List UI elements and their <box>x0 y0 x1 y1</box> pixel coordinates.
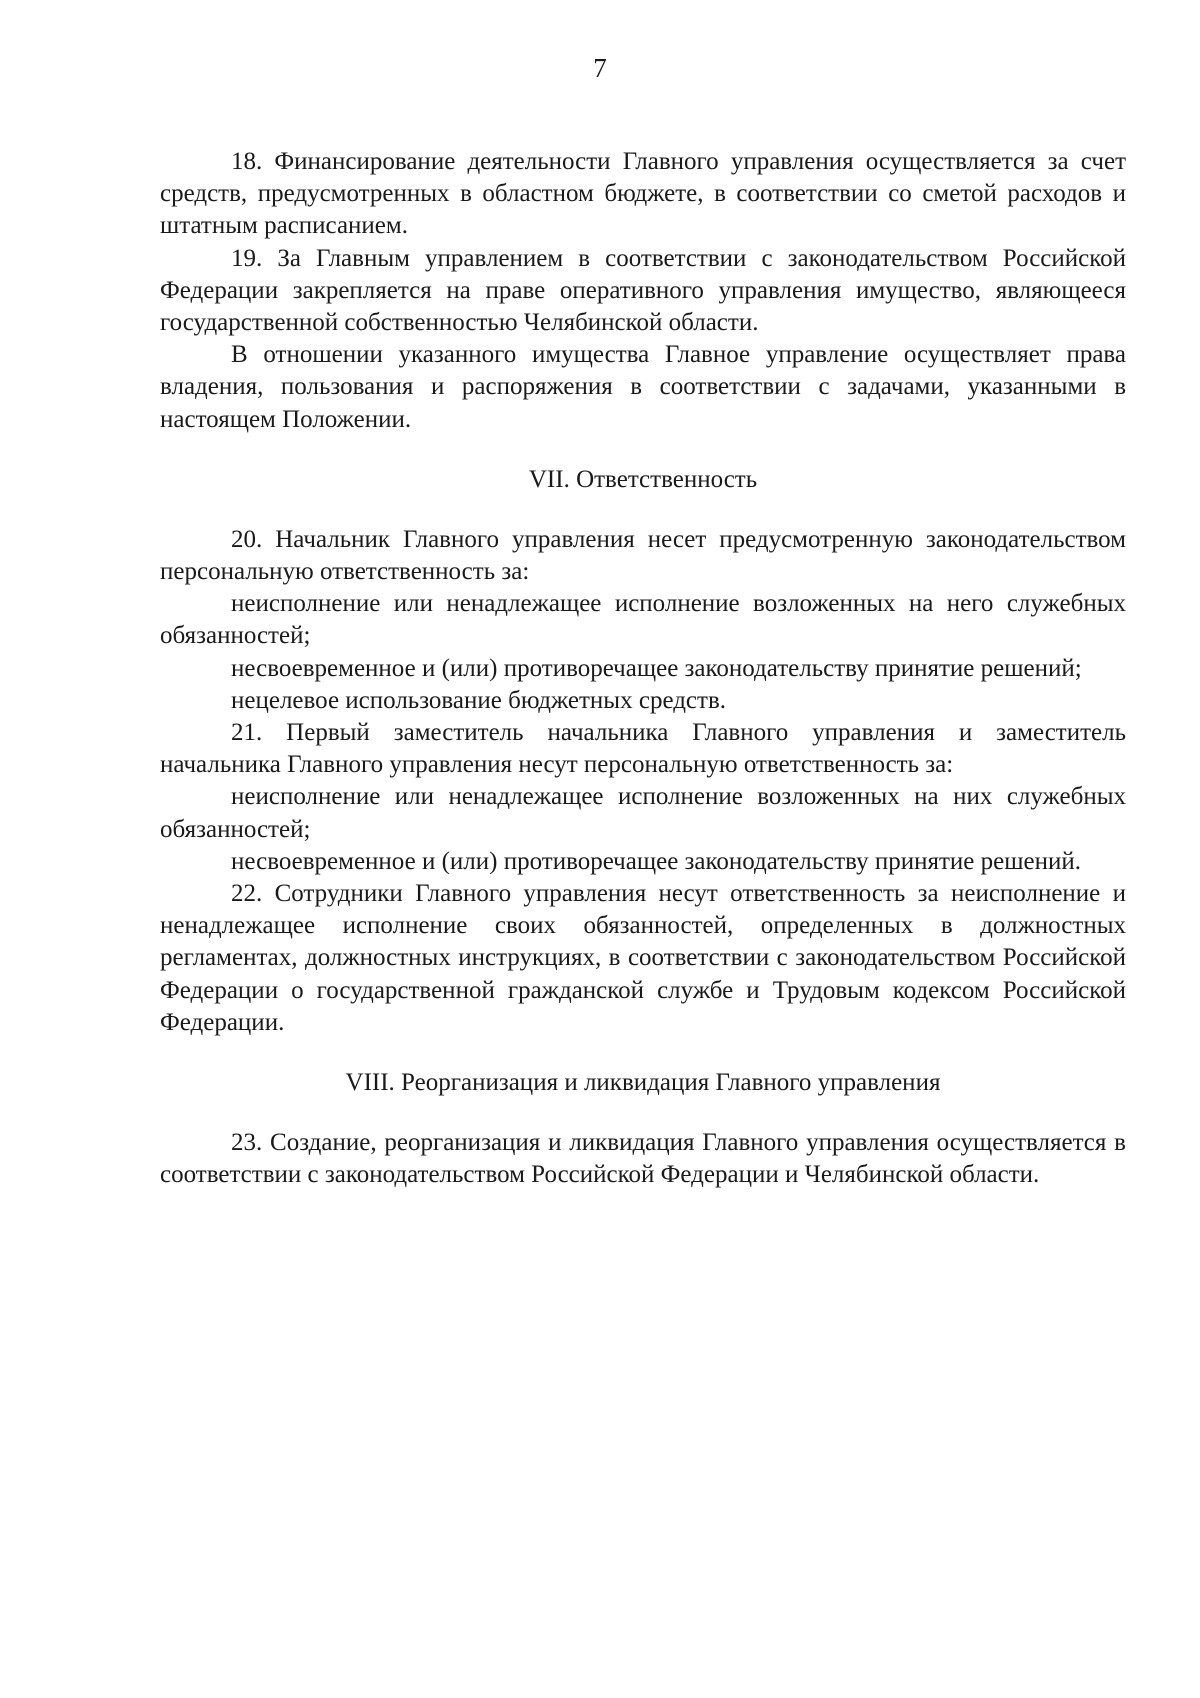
paragraph-21-item-1: неисполнение или ненадлежащее исполнение возложенных на них служебных обязанностей; <box>160 783 1126 843</box>
document-body <box>160 146 1126 1191</box>
paragraph-19-continued: В отношении указанного имущества Главное управление осуществляет права владения, пользования и распоряжения в соответствии с задачами, указанными в настоящем Положении. <box>160 341 1126 433</box>
paragraph-20-item-1: неисполнение или ненадлежащее исполнение возложенных на него служебных обязанностей; <box>160 590 1126 650</box>
page-number: 7 <box>593 53 607 83</box>
section-7-heading: VII. Ответственность <box>528 465 758 493</box>
section-8-heading: VIII. Реорганизация и ликвидация Главного управления <box>345 1069 941 1097</box>
paragraph-22: 22. Сотрудники Главного управления несут ответственность за неисполнение и ненадлежащее исполнение своих обязанностей, определенных в должностных регламентах, должностных инструкциях, в соответствии с законодательством Российской Федерации о государственной гражданской службе и Трудовым кодексом Российской Федерации. <box>160 880 1126 1036</box>
paragraph-21: 21. Первый заместитель начальника Главного управления и заместитель начальника Главного управления несут персональную ответственность за: <box>160 719 1126 779</box>
paragraph-18: 18. Финансирование деятельности Главного управления осуществляется за счет средств, предусмотренных в областном бюджете, в соответствии со сметой расходов и штатным расписанием. <box>160 148 1126 240</box>
paragraph-19: 19. За Главным управлением в соответствии с законодательством Российской Федерации закрепляется на праве оперативного управления имущество, являющееся государственной собственностью Челябинской области. <box>160 244 1126 337</box>
paragraph-21-item-2: несвоевременное и (или) противоречащее законодательству принятие решений. <box>231 847 1081 875</box>
paragraph-20-item-3: нецелевое использование бюджетных средств. <box>231 686 727 714</box>
paragraph-23: 23. Создание, реорганизация и ликвидация Главного управления осуществляется в соответствии с законодательством Российской Федерации и Челябинской области. <box>160 1129 1126 1189</box>
paragraph-20: 20. Начальник Главного управления несет предусмотренную законодательством персональную ответственность за: <box>160 525 1126 586</box>
paragraph-20-item-2: несвоевременное и (или) противоречащее законодательству принятие решений; <box>231 654 1082 682</box>
